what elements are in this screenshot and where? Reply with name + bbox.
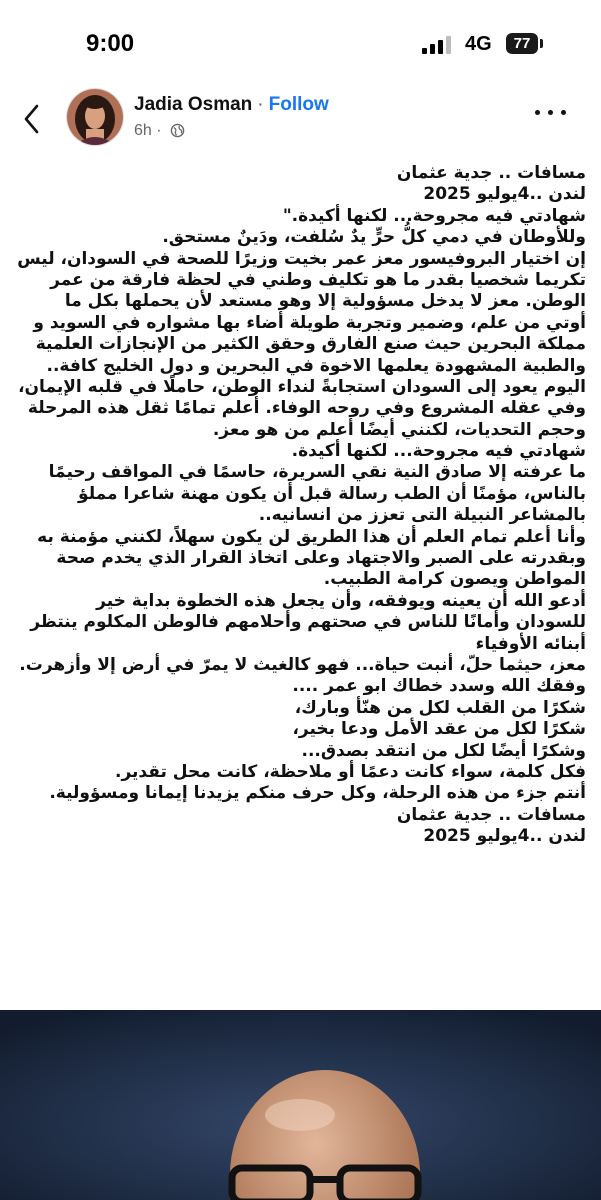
- author-name[interactable]: Jadia Osman: [134, 94, 253, 115]
- avatar-image: [67, 89, 123, 145]
- post-line: وفي عقله المشروع وفي روحه الوفاء. أعلم تمامًا ثقل هذه المرحلة: [27, 398, 586, 419]
- post-line: للسودان وأمانًا للناس في صحتهم وأحلامهم فالوطن المكلوم ينتظر: [30, 612, 586, 633]
- name-separator: ·: [257, 94, 264, 115]
- network-type: 4G: [465, 33, 492, 55]
- post-line: شهادتي فيه مجروحة... لكنها أكيدة.: [291, 441, 586, 462]
- battery-icon: 77: [506, 33, 538, 54]
- post-line: وفقك الله وسدد خطاك ابو عمر ....: [292, 676, 586, 697]
- post-line: أبنائه الأوفياء: [475, 633, 586, 654]
- post-line: ما عرفته إلا صادق النية نقي السريرة، حاسمًا في المواقف رحيمًا: [48, 462, 586, 483]
- post-line: مسافات .. جدية عثمان: [396, 804, 586, 825]
- author-row: [134, 94, 329, 116]
- post-line: بالمشاعر النبيلة التى تعزز من انسانيه..: [258, 505, 586, 526]
- post-line: وبقدرته على الصبر والاجتهاد وعلى اتخاذ القرار الذي يخدم صحة: [56, 548, 586, 569]
- post-meta: [134, 122, 185, 140]
- more-options-icon[interactable]: [535, 110, 575, 120]
- status-time: 9:00: [86, 30, 135, 57]
- post-line: بالناس، مؤمنًا أن الطب رسالة قبل أن يكون مهنة شاعرا مملؤ: [78, 483, 586, 504]
- post-line: لندن ..4يوليو 2025: [423, 184, 586, 205]
- post-line: إن اختيار البروفيسور معز عمر بخيت وزيرًا للصحة في السودان، ليس: [17, 248, 586, 269]
- post-line: شهادتي فيه مجروحة... لكنها أكيدة.": [282, 205, 586, 226]
- post-line: اليوم يعود إلى السودان استجابةً لنداء الوطن، حاملًا في قلبه الإيمان،: [18, 376, 586, 397]
- post-line: معز، حيثما حلّ، أنبت حياة... فهو كالغيث لا يمرّ في أرض إلا وأزهرت.: [19, 654, 586, 675]
- follow-button[interactable]: Follow: [268, 94, 329, 115]
- post-line: المواطن ويصون كرامة الطبيب.: [323, 569, 586, 590]
- post-timestamp: 6h: [134, 122, 152, 139]
- back-chevron-icon: [18, 102, 46, 136]
- post-header: [0, 88, 601, 152]
- post-line: والطبية المشهودة يعلمها الاخوة في البحرين و دول الخليج كافة..: [46, 355, 586, 376]
- avatar[interactable]: [66, 88, 124, 146]
- post-line: فكل كلمة، سواء كانت دعمًا أو ملاحظة، كانت محل تقدير.: [115, 761, 586, 782]
- signal-strength-icon: [422, 36, 452, 54]
- meta-separator: ·: [156, 122, 162, 139]
- status-bar: [0, 0, 601, 88]
- portrait-image: [0, 1010, 601, 1200]
- post-line: وأنا أعلم تمام العلم أن هذا الطريق لن يكون سهلاً، لكنني مؤمنة به: [37, 526, 586, 547]
- post-text: [16, 163, 586, 998]
- post-line: مسافات .. جدية عثمان: [396, 163, 586, 183]
- back-button[interactable]: [18, 102, 46, 136]
- post-line: أنتم جزء من هذه الرحلة، وكل حرف منكم يزيدنا إيمانا ومسؤولية.: [49, 783, 586, 804]
- post-line: وللأوطان في دمي كلُّ حرٍّ يدٌ سُلفت، ودَينٌ مستحق.: [162, 227, 586, 248]
- post-line: وشكرًا أيضًا لكل من انتقد بصدق...: [301, 740, 586, 761]
- post-line: الوطن. معز لا يدخل مسؤولية إلا وهو مستعد لأن يحملها بكل ما: [64, 291, 586, 312]
- post-line: تكريما شخصيا بقدر ما هو تكليف وطني في لحظة فارقة من عمر: [50, 269, 586, 290]
- globe-icon: [170, 123, 185, 138]
- post-line: وحجم التحديات، لكنني أيضًا أعلم من هو معز.: [212, 419, 586, 440]
- post-line: أوتي من علم، وضمير وتجربة طويلة أضاء بها مشواره في السويد و: [33, 312, 586, 333]
- post-line: شكرًا من القلب لكل من هنّأ وبارك،: [294, 697, 586, 718]
- post-line: مملكة البحرين حيث صنع الفارق وحقق الكثير من الإنجازات العلمية: [35, 334, 586, 355]
- post-line: شكرًا لكل من عقد الأمل ودعا بخير،: [292, 719, 586, 740]
- battery-tip: [540, 39, 543, 48]
- post-line: أدعو الله أن يعينه ويوفقه، وأن يجعل هذه الخطوة بداية خير: [96, 590, 586, 611]
- post-photo[interactable]: [0, 1010, 601, 1200]
- post-line: لندن ..4يوليو 2025: [423, 826, 586, 847]
